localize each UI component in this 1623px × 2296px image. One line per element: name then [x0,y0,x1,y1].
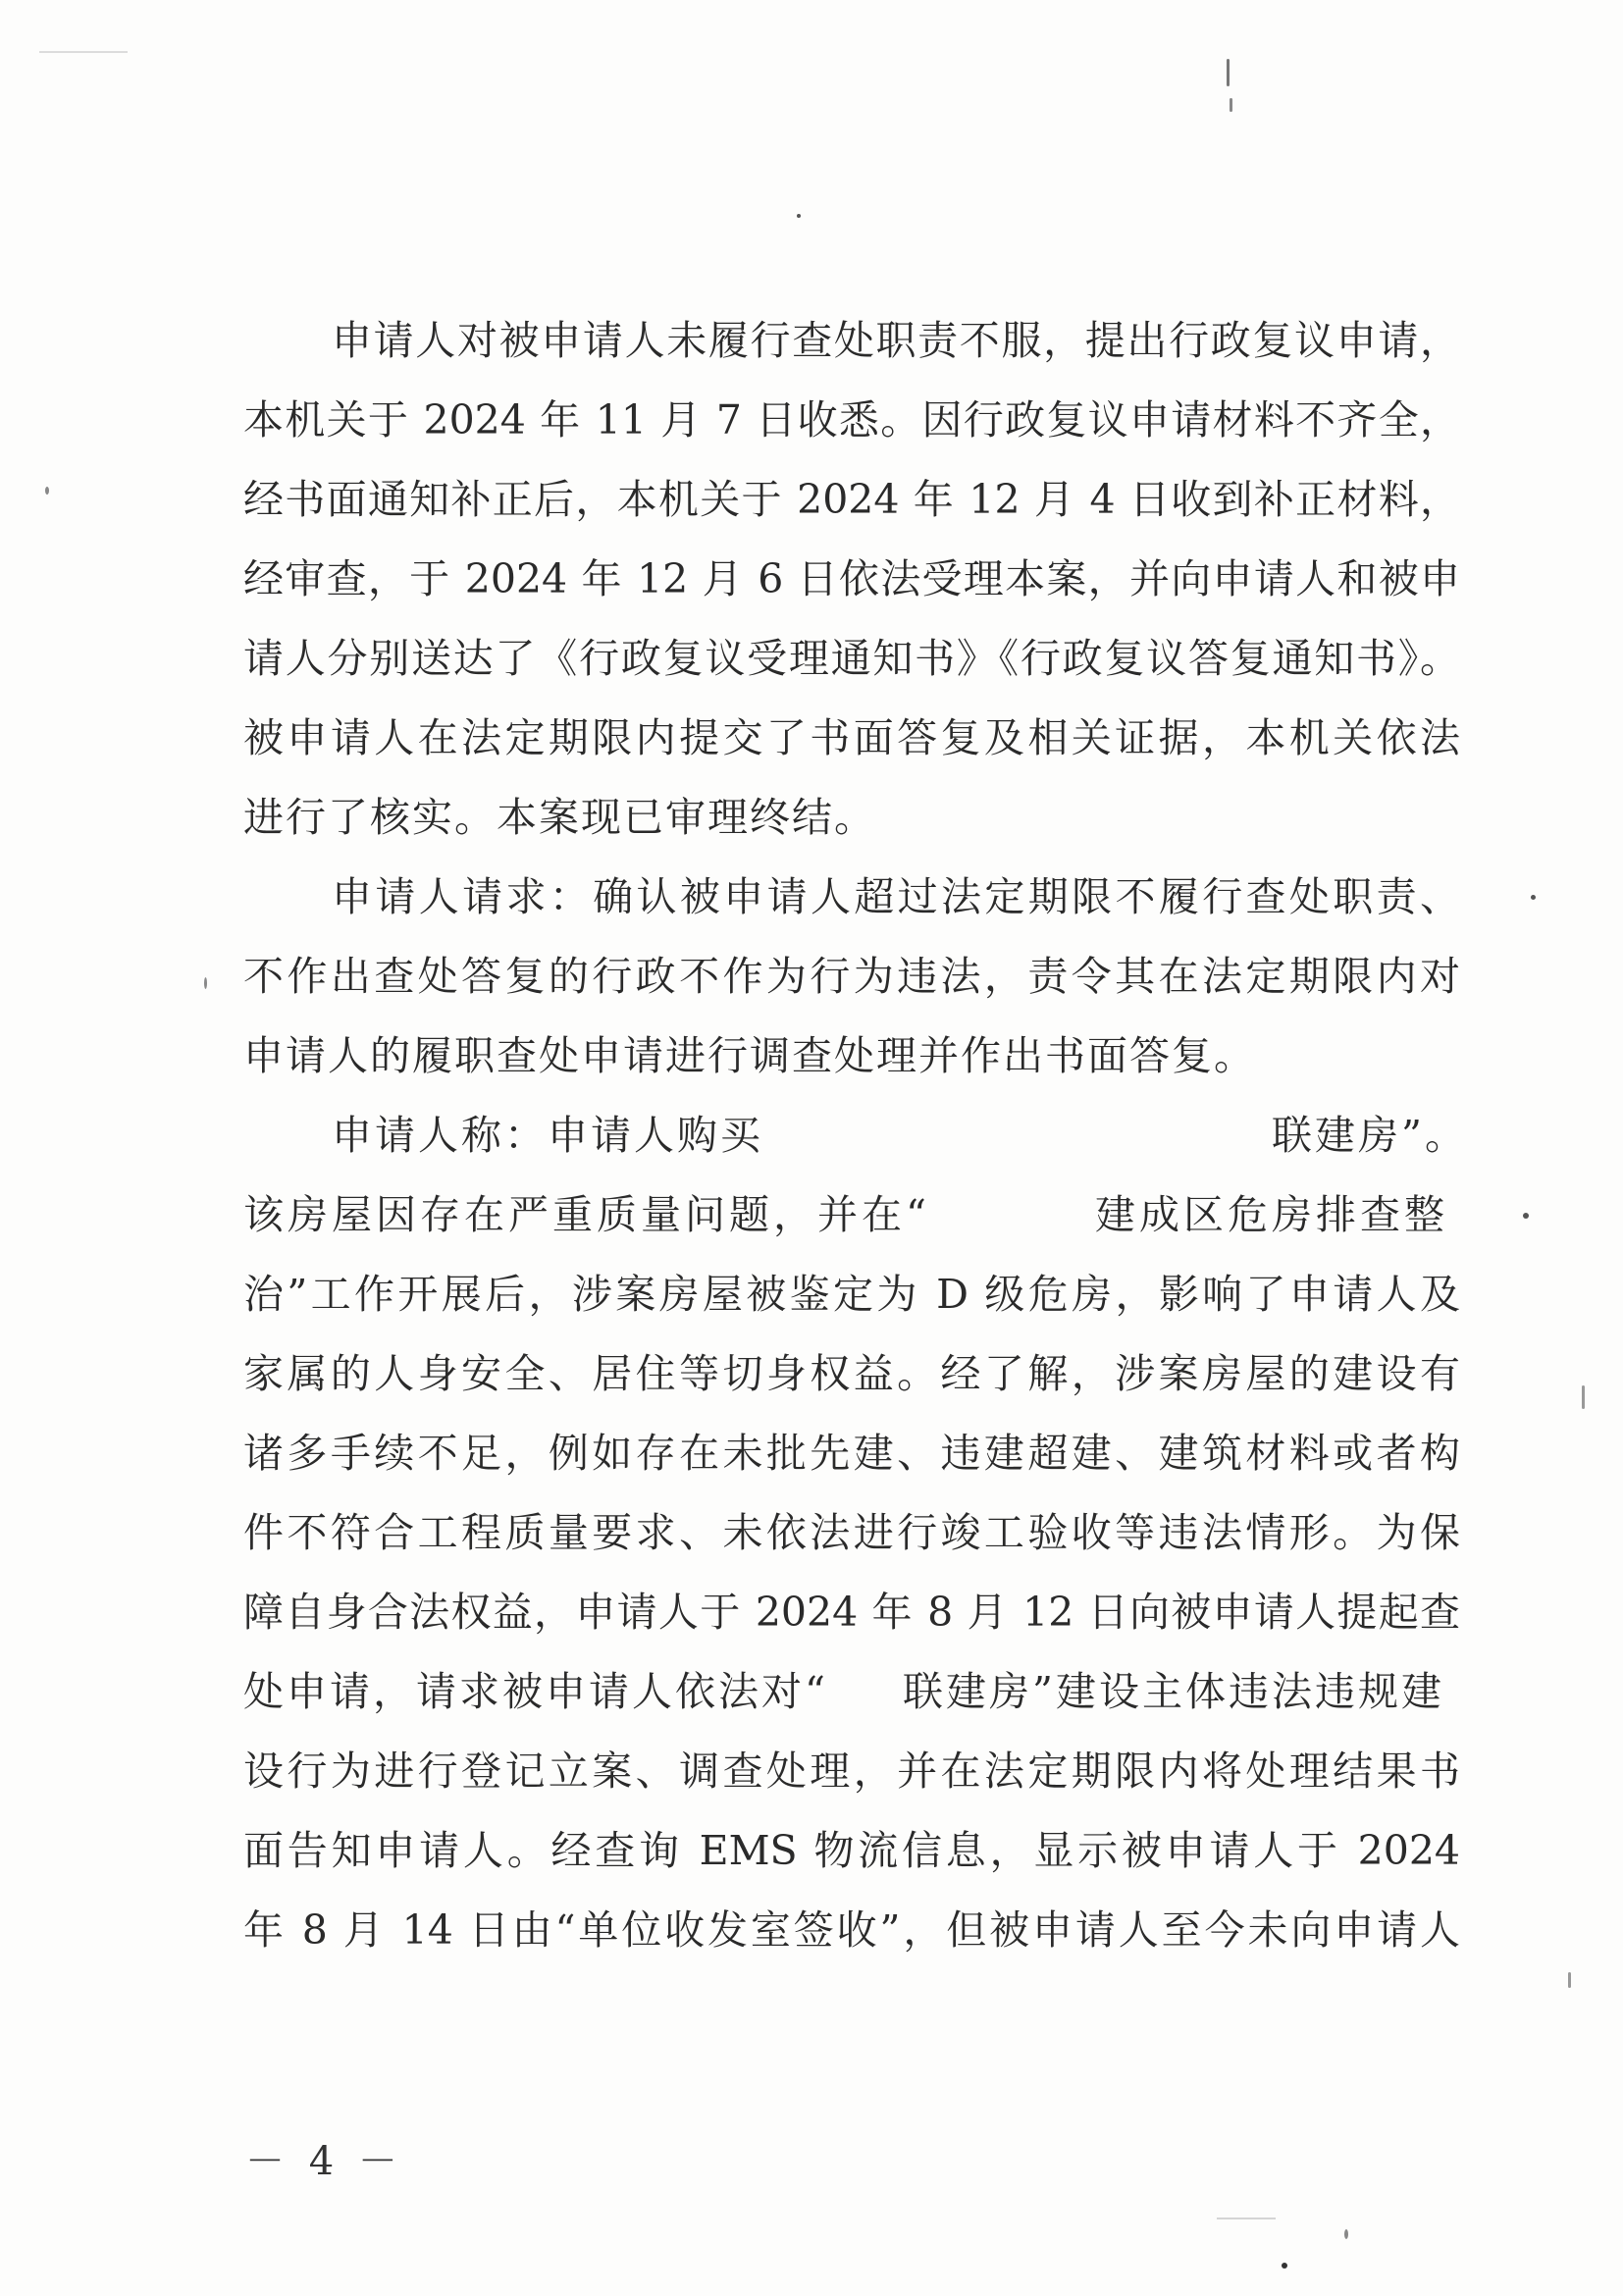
text-line: 申请人请求：确认被申请人超过法定期限不履行查处职责、 [332,873,1460,920]
scan-artifact [1568,1972,1571,1988]
text-line: 设行为进行登记立案、调查处理，并在法定期限内将处理结果书 [243,1748,1460,1795]
text-line: 被申请人在法定期限内提交了书面答复及相关证据，本机关依法 [243,714,1460,761]
text-segment: 联建房”。 [1272,1112,1468,1159]
page-number: － 4 － [245,2139,403,2184]
text-segment: 联建房”建设主体违法违规建 [903,1668,1444,1715]
text-line: 不作出查处答复的行政不作为行为违法，责令其在法定期限内对 [243,953,1460,1000]
text-line: 家属的人身安全、居住等切身权益。经了解，涉案房屋的建设有 [243,1350,1460,1397]
text-segment: 申请人称：申请人购买 [332,1112,763,1159]
text-line [332,1111,1468,1160]
text-line: 面告知申请人。经查询 EMS 物流信息，显示被申请人于 2024 [243,1827,1460,1874]
scan-artifact [1282,2263,1287,2269]
text-line: 障自身合法权益，申请人于 2024 年 8 月 12 日向被申请人提起查 [243,1589,1460,1636]
text-line: 经书面通知补正后，本机关于 2024 年 12 月 4 日收到补正材料， [243,476,1460,523]
text-line: 年 8 月 14 日由“单位收发室签收”，但被申请人至今未向申请人 [243,1906,1460,1954]
scan-artifact [45,487,49,495]
scan-artifact [1227,59,1230,86]
text-segment: 建成区危房排查整 [1095,1191,1448,1238]
scan-artifact [1531,895,1536,900]
scan-artifact [39,51,128,53]
text-line: 诸多手续不足，例如存在未批先建、违建超建、建筑材料或者构 [243,1430,1460,1477]
text-line: 经审查，于 2024 年 12 月 6 日依法受理本案，并向申请人和被申 [243,555,1460,602]
text-line: 申请人的履职查处申请进行调查处理并作出书面答复。 [243,1032,1256,1079]
text-line: 本机关于 2024 年 11 月 7 日收悉。因行政复议申请材料不齐全， [243,396,1460,444]
scan-artifact [1523,1213,1529,1219]
text-line: 请人分别送达了《行政复议受理通知书》《行政复议答复通知书》。 [243,635,1460,682]
text-line: 治”工作开展后，涉案房屋被鉴定为 D 级危房，影响了申请人及 [243,1271,1460,1318]
scan-artifact [204,977,207,989]
text-segment: 处申请，请求被申请人依法对“ [243,1668,828,1715]
scan-artifact [1230,98,1232,112]
scan-artifact [1217,2218,1276,2219]
text-line: 申请人对被申请人未履行查处职责不服，提出行政复议申请， [332,317,1460,364]
text-segment: 该房屋因存在严重质量问题，并在“ [243,1191,930,1238]
text-line [243,1190,1460,1239]
scan-artifact [1582,1385,1585,1409]
scan-artifact [797,214,801,218]
text-line: 进行了核实。本案现已审理终结。 [243,794,876,841]
text-line [243,1667,1460,1716]
text-line: 件不符合工程质量要求、未依法进行竣工验收等违法情形。为保 [243,1509,1460,1556]
scan-artifact [1344,2229,1348,2239]
